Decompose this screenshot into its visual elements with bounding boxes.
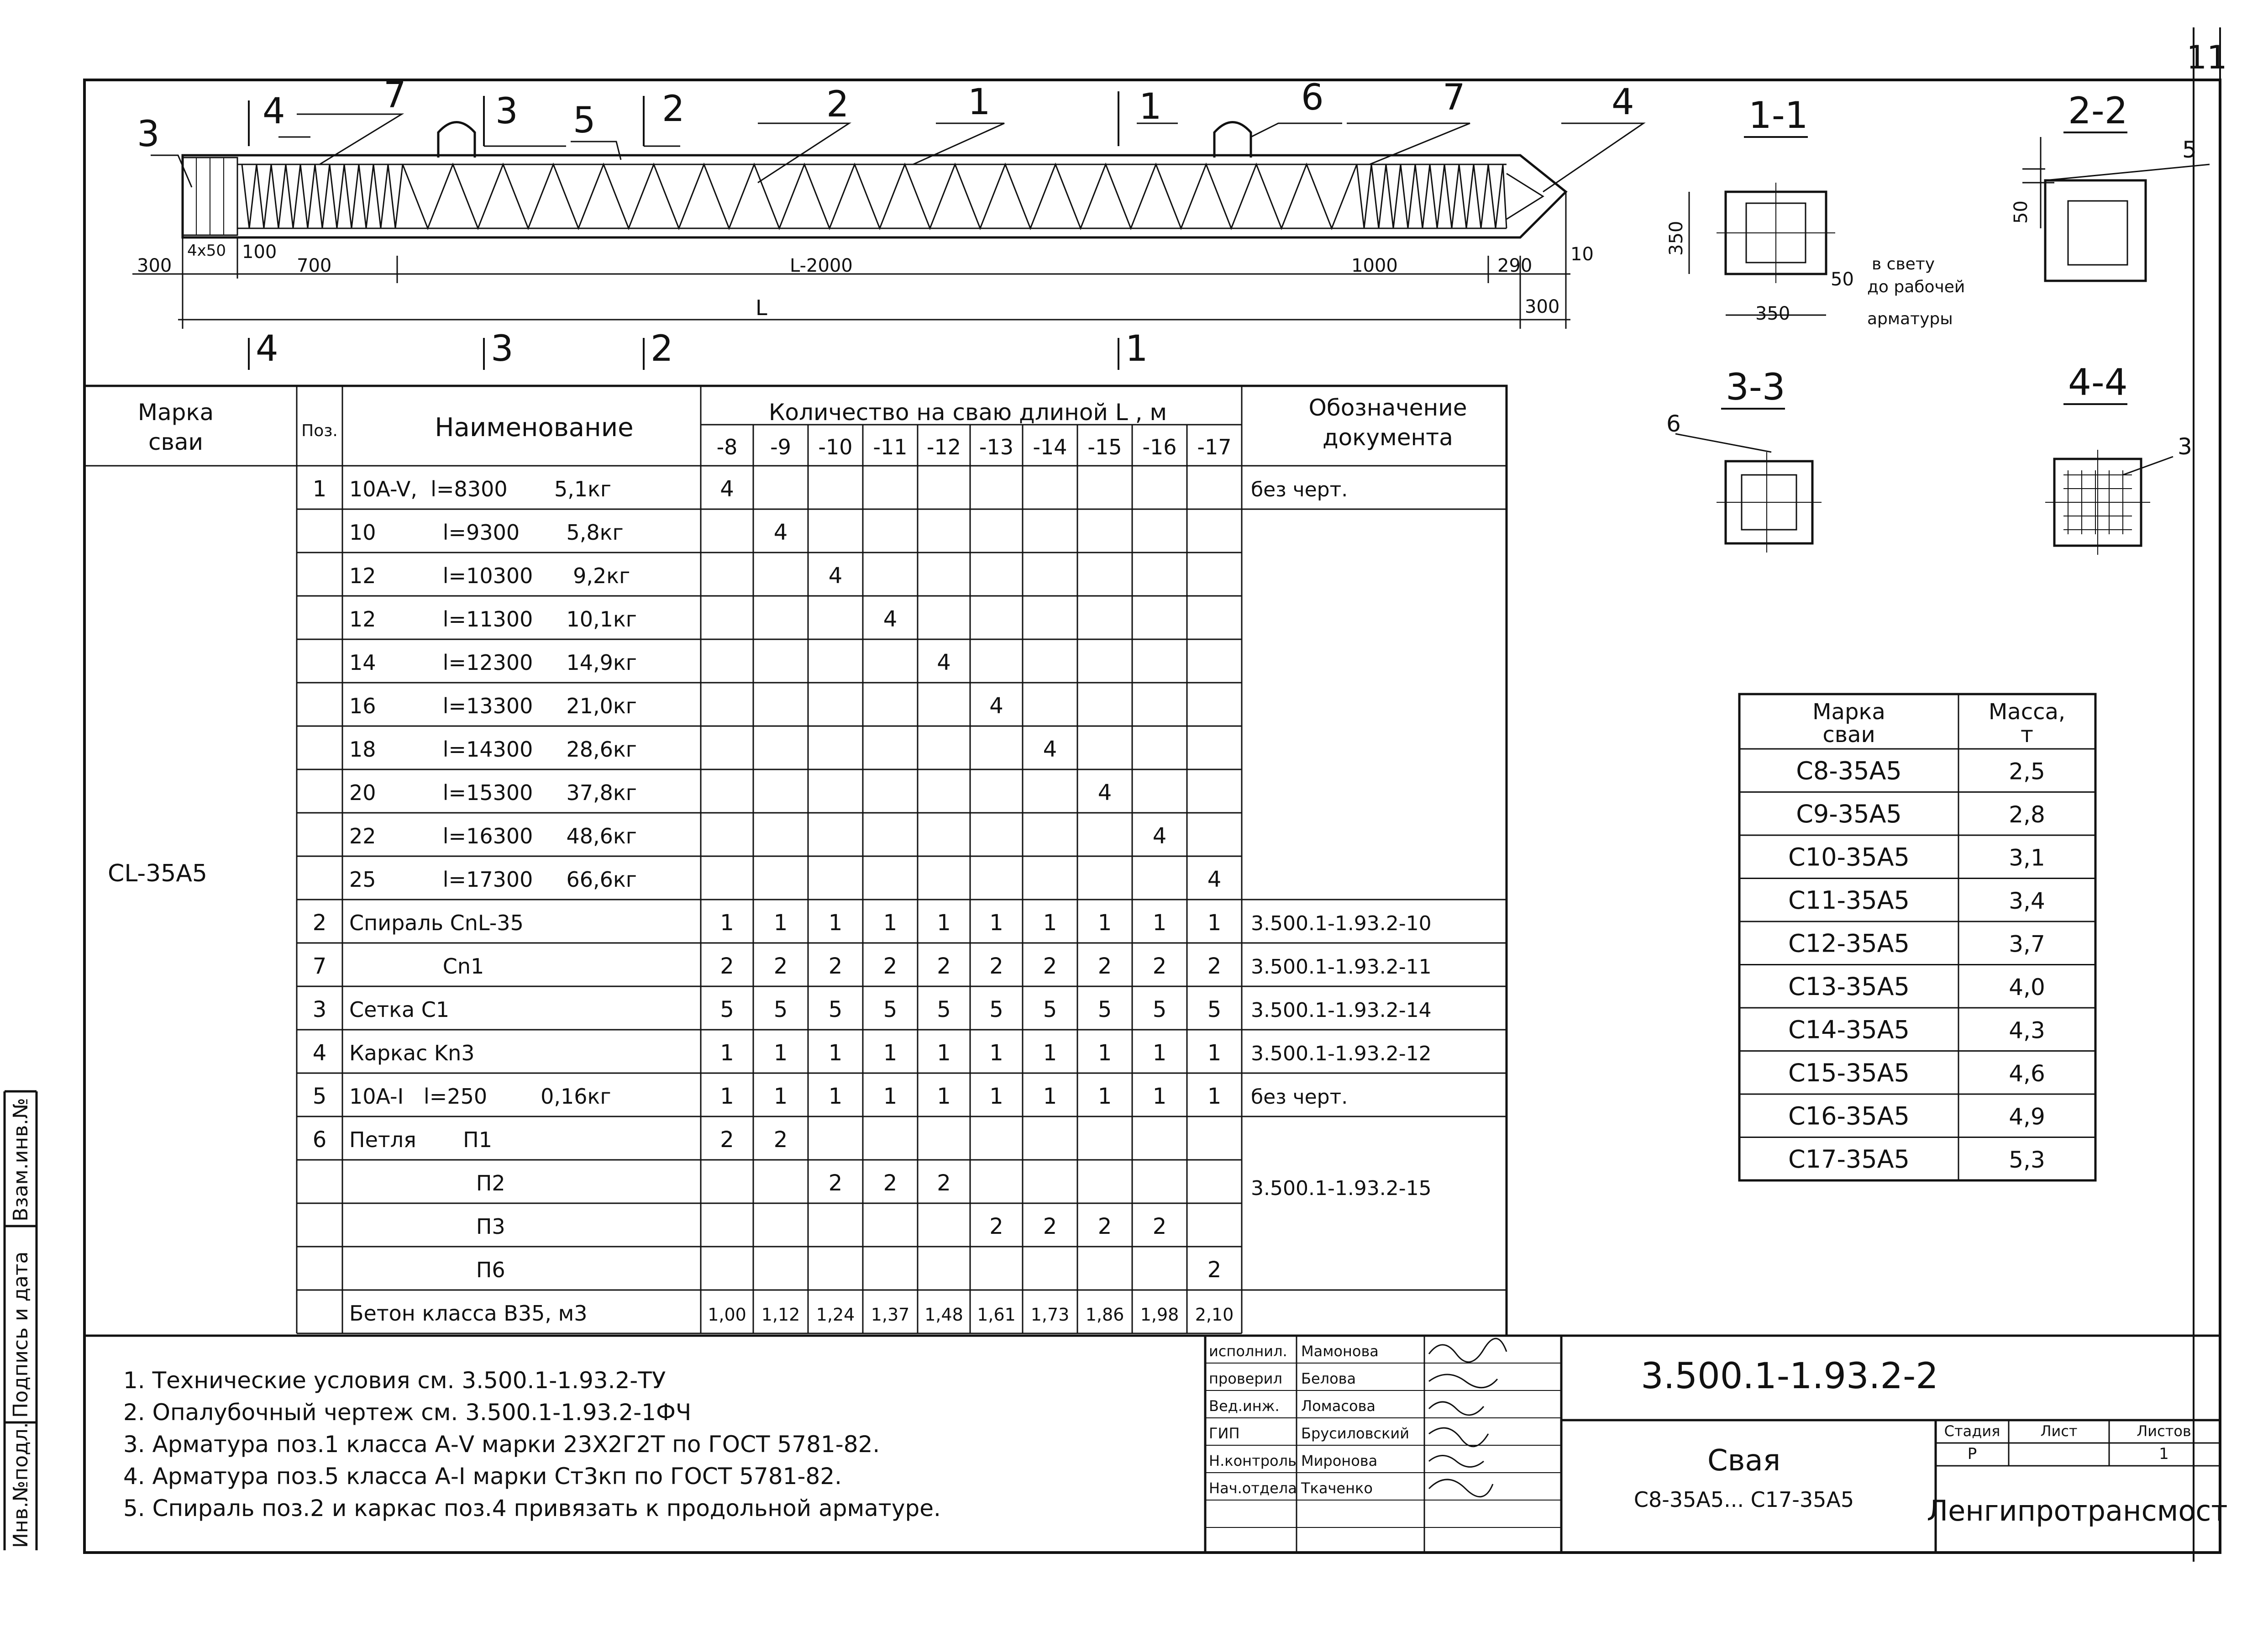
mass-table bbox=[1739, 694, 2095, 1180]
row-qty: 1 bbox=[883, 1040, 898, 1066]
mass-row-mark: C13-35A5 bbox=[1788, 972, 1910, 1001]
note-5: 5. Спираль поз.2 и каркас поз.4 привязать к продольной арматуре. bbox=[123, 1495, 941, 1522]
note-4: 4. Арматура поз.5 класса А-I марки Ст3кп по ГОСТ 5781-82. bbox=[123, 1463, 842, 1490]
row-qty: 1 bbox=[883, 910, 898, 936]
mass-row-mark: C11-35A5 bbox=[1788, 886, 1910, 915]
pos-2: 2 bbox=[826, 84, 849, 125]
row-qty: 1 bbox=[1207, 1040, 1222, 1066]
mass-row-value: 4,9 bbox=[2009, 1103, 2045, 1130]
row-qty: 5 bbox=[773, 997, 788, 1022]
row-qty: 4 bbox=[1207, 867, 1222, 892]
pos-7-left: 7 bbox=[383, 75, 406, 116]
row-qty: 4 bbox=[1097, 780, 1112, 806]
pos-6: 6 bbox=[1301, 77, 1324, 118]
row-doc: 3.500.1-1.93.2-14 bbox=[1251, 999, 1432, 1022]
row-qty: 1 bbox=[1097, 1040, 1112, 1066]
doc-title: Свая bbox=[1707, 1444, 1781, 1478]
row-qty: 2 bbox=[773, 953, 788, 979]
row-qty: 1,86 bbox=[1085, 1305, 1124, 1325]
length-header: -15 bbox=[1087, 435, 1122, 459]
section-2-2-title: 2-2 bbox=[2068, 90, 2128, 132]
row-qty: 1 bbox=[720, 1040, 734, 1066]
row-name: 10A-V, l=8300 5,1кг bbox=[349, 477, 612, 501]
stamp-name: Брусиловский bbox=[1301, 1425, 1409, 1442]
row-doc: без черт. bbox=[1251, 1085, 1348, 1109]
mass-row-mark: C8-35A5 bbox=[1796, 756, 1902, 785]
row-qty: 5 bbox=[989, 997, 1003, 1022]
row-name: П2 bbox=[349, 1171, 505, 1195]
mass-row-value: 3,4 bbox=[2009, 888, 2045, 914]
stamp-name: Мамонова bbox=[1301, 1343, 1379, 1360]
hdr-pos: Поз. bbox=[301, 421, 338, 440]
row-qty: 5 bbox=[883, 997, 898, 1022]
row-qty: 2 bbox=[1207, 1257, 1222, 1283]
row-pos: 1 bbox=[312, 476, 327, 502]
cut-2-top: 2 bbox=[662, 89, 685, 130]
dim-300-left: 300 bbox=[137, 255, 172, 276]
hdr-name: Наименование bbox=[435, 413, 634, 442]
stamp-name: Ткаченко bbox=[1301, 1480, 1373, 1497]
row-qty: 5 bbox=[1207, 997, 1222, 1022]
mass-row-mark: C12-35A5 bbox=[1788, 929, 1910, 958]
mass-row-mark: C14-35A5 bbox=[1788, 1015, 1910, 1044]
row-qty: 2 bbox=[883, 953, 898, 979]
cut-1-bottom: 1 bbox=[1125, 328, 1148, 369]
doc-subtitle: С8-35А5... С17-35А5 bbox=[1633, 1487, 1854, 1512]
notes bbox=[123, 1367, 941, 1522]
row-qty: 1 bbox=[1207, 1084, 1222, 1109]
row-qty: 1 bbox=[1152, 1040, 1167, 1066]
row-name: 12 l=10300 9,2кг bbox=[349, 563, 630, 588]
row-qty: 1 bbox=[1043, 910, 1057, 936]
row-name: Cn1 bbox=[349, 954, 484, 979]
spec-table bbox=[84, 386, 1507, 1336]
row-qty: 2 bbox=[828, 953, 843, 979]
mass-row-mark: C10-35A5 bbox=[1788, 842, 1910, 872]
spiral-pos2 bbox=[242, 164, 1507, 228]
pos-4: 4 bbox=[1612, 82, 1634, 123]
sec11-note-2: до рабочей bbox=[1867, 278, 1965, 296]
row-qty: 1,61 bbox=[977, 1305, 1016, 1325]
sec44-pos: 3 bbox=[2178, 433, 2192, 460]
row-qty: 1 bbox=[828, 1084, 843, 1109]
section-3-3-title: 3-3 bbox=[1726, 366, 1785, 408]
row-qty: 4 bbox=[937, 650, 951, 675]
stamp-role: ГИП bbox=[1209, 1425, 1240, 1442]
mass-row-value: 4,3 bbox=[2009, 1017, 2045, 1044]
lift-loop-left bbox=[438, 122, 475, 158]
note-1: 1. Технические условия см. 3.500.1-1.93.2-ТУ bbox=[123, 1367, 666, 1394]
length-header: -14 bbox=[1033, 435, 1067, 459]
row-qty: 2 bbox=[1207, 953, 1222, 979]
row-name: П6 bbox=[349, 1258, 505, 1282]
row-qty: 2 bbox=[1152, 1214, 1167, 1239]
row-qty: 4 bbox=[828, 563, 843, 589]
section-4-4 bbox=[2045, 361, 2192, 555]
hdr-mark-2: сваи bbox=[148, 429, 204, 455]
stamp-role: проверил bbox=[1209, 1370, 1282, 1387]
row-qty: 1 bbox=[828, 910, 843, 936]
stamp-role: Н.контроль bbox=[1209, 1452, 1297, 1469]
sheets-label: Листов bbox=[2137, 1422, 2191, 1440]
dim-700: 700 bbox=[297, 255, 332, 276]
length-header: -13 bbox=[979, 435, 1014, 459]
mass-row-value: 4,6 bbox=[2009, 1060, 2045, 1087]
hdr-mark-1: Марка bbox=[137, 399, 214, 426]
row-qty: 2 bbox=[1043, 953, 1057, 979]
hdr-doc-2: документа bbox=[1323, 424, 1453, 451]
hdr-qty: Количество на сваю длиной L , м bbox=[768, 399, 1167, 426]
section-1-1 bbox=[1666, 94, 1965, 328]
row-qty: 1 bbox=[720, 910, 734, 936]
section-3-3 bbox=[1666, 366, 1822, 553]
row-doc: 3.500.1-1.93.2-11 bbox=[1251, 955, 1432, 979]
mass-hdr-mark-1: Марка bbox=[1812, 699, 1885, 725]
row-qty: 1 bbox=[720, 1084, 734, 1109]
cut-3-bottom: 3 bbox=[491, 328, 514, 369]
mass-row-value: 4,0 bbox=[2009, 974, 2045, 1000]
row-pos: 4 bbox=[312, 1040, 327, 1066]
row-doc: без черт. bbox=[1251, 478, 1348, 501]
row-qty: 2 bbox=[937, 1170, 951, 1196]
row-name: Сетка С1 bbox=[349, 997, 450, 1022]
row-doc: 3.500.1-1.93.2-15 bbox=[1251, 1177, 1432, 1200]
row-name: 14 l=12300 14,9кг bbox=[349, 650, 637, 675]
dim-100: 100 bbox=[242, 242, 277, 263]
length-header: -17 bbox=[1197, 435, 1232, 459]
row-qty: 4 bbox=[1152, 823, 1167, 849]
row-qty: 1 bbox=[1043, 1040, 1057, 1066]
row-name: 20 l=15300 37,8кг bbox=[349, 780, 637, 805]
row-qty: 1 bbox=[989, 910, 1003, 936]
length-header: -11 bbox=[873, 435, 908, 459]
row-qty: 1 bbox=[937, 1040, 951, 1066]
strip-replace: Взам.инв.№ bbox=[9, 1098, 32, 1222]
row-name: 16 l=13300 21,0кг bbox=[349, 694, 637, 718]
row-qty: 1 bbox=[883, 1084, 898, 1109]
dim-L: L bbox=[756, 295, 767, 320]
row-qty: 1 bbox=[828, 1040, 843, 1066]
mass-row-mark: C9-35A5 bbox=[1796, 800, 1902, 828]
row-doc: 3.500.1-1.93.2-10 bbox=[1251, 912, 1432, 935]
row-qty: 1 bbox=[773, 910, 788, 936]
row-pos: 5 bbox=[312, 1084, 327, 1109]
row-name: 10A-I l=250 0,16кг bbox=[349, 1084, 611, 1109]
row-qty: 2 bbox=[989, 1214, 1003, 1239]
row-name: Спираль CnL-35 bbox=[349, 911, 524, 935]
row-qty: 2 bbox=[937, 953, 951, 979]
dim-10: 10 bbox=[1570, 244, 1594, 265]
mass-row-value: 5,3 bbox=[2009, 1147, 2045, 1173]
pos-5: 5 bbox=[573, 100, 596, 141]
mass-row-mark: C17-35A5 bbox=[1788, 1145, 1910, 1174]
mass-row-value: 3,7 bbox=[2009, 931, 2045, 958]
sec11-dim-c: 50 bbox=[1831, 269, 1854, 290]
row-name: Бетон класса В35, м3 bbox=[349, 1301, 588, 1326]
row-qty: 4 bbox=[773, 520, 788, 545]
row-qty: 1,48 bbox=[924, 1305, 963, 1325]
sec22-dim: 50 bbox=[2011, 200, 2032, 224]
row-qty: 4 bbox=[720, 476, 734, 502]
row-qty: 2 bbox=[720, 953, 734, 979]
row-qty: 2 bbox=[773, 1127, 788, 1153]
cut-4-top: 4 bbox=[262, 91, 285, 132]
row-qty: 2,10 bbox=[1195, 1305, 1234, 1325]
dim-300-right: 300 bbox=[1525, 296, 1560, 317]
row-name: Каркас Kn3 bbox=[349, 1041, 475, 1065]
section-4-4-title: 4-4 bbox=[2068, 361, 2128, 404]
sheet-number: 11 bbox=[2186, 39, 2227, 76]
sec11-dim-w: 350 bbox=[1755, 303, 1790, 324]
row-qty: 5 bbox=[828, 997, 843, 1022]
length-header: -8 bbox=[716, 435, 738, 459]
row-name: 12 l=11300 10,1кг bbox=[349, 607, 637, 632]
row-qty: 1,73 bbox=[1030, 1305, 1070, 1325]
section-1-1-title: 1-1 bbox=[1748, 94, 1808, 137]
mass-row-value: 3,1 bbox=[2009, 844, 2045, 871]
length-header: -12 bbox=[926, 435, 961, 459]
mass-hdr-mass-1: Масса, bbox=[1988, 699, 2066, 725]
row-pos: 2 bbox=[312, 910, 327, 936]
mass-row-value: 2,8 bbox=[2009, 801, 2045, 828]
length-header: -16 bbox=[1142, 435, 1177, 459]
cut-3-top: 3 bbox=[495, 91, 518, 132]
row-name: 25 l=17300 66,6кг bbox=[349, 867, 637, 892]
sheets-value: 1 bbox=[2159, 1445, 2169, 1463]
row-qty: 4 bbox=[989, 693, 1003, 719]
strip-sign: Подпись и дата bbox=[9, 1251, 32, 1418]
row-name: Петля П1 bbox=[349, 1127, 492, 1152]
stamp-name: Ломасова bbox=[1301, 1397, 1376, 1415]
length-header: -9 bbox=[770, 435, 791, 459]
row-name: П3 bbox=[349, 1214, 505, 1239]
cut-2-bottom: 2 bbox=[651, 328, 673, 369]
sheet-label: Лист bbox=[2040, 1422, 2078, 1440]
row-qty: 1,24 bbox=[816, 1305, 855, 1325]
row-qty: 1 bbox=[989, 1040, 1003, 1066]
sec11-note-3: арматуры bbox=[1867, 310, 1953, 328]
row-qty: 1 bbox=[1152, 1084, 1167, 1109]
row-pos: 7 bbox=[312, 953, 327, 979]
pile-elevation bbox=[132, 75, 1643, 370]
row-name: 10 l=9300 5,8кг bbox=[349, 520, 624, 545]
row-pos: 3 bbox=[312, 997, 327, 1022]
mass-row-value: 2,5 bbox=[2009, 758, 2045, 785]
pile-mark: CL-35A5 bbox=[108, 860, 207, 887]
sec11-note-1: в свету bbox=[1872, 255, 1935, 274]
dim-mid: L-2000 bbox=[790, 255, 853, 276]
cut-1-top: 1 bbox=[1139, 86, 1162, 127]
stamp-name: Миронова bbox=[1301, 1452, 1378, 1469]
mass-row-mark: C16-35A5 bbox=[1788, 1101, 1910, 1131]
dim-4x50: 4x50 bbox=[187, 242, 226, 260]
hdr-doc-1: Обозначение bbox=[1308, 395, 1467, 421]
strip-inv: Инв.№подл. bbox=[9, 1422, 32, 1548]
lift-loop-right bbox=[1214, 122, 1251, 158]
pos-3: 3 bbox=[137, 114, 160, 155]
stamp-role: Нач.отдела bbox=[1209, 1480, 1297, 1497]
row-qty: 4 bbox=[1043, 737, 1057, 762]
sec11-dim-h: 350 bbox=[1666, 221, 1687, 256]
row-qty: 2 bbox=[828, 1170, 843, 1196]
note-2: 2. Опалубочный чертеж см. 3.500.1-1.93.2-1ФЧ bbox=[123, 1399, 692, 1426]
row-qty: 5 bbox=[1097, 997, 1112, 1022]
row-qty: 2 bbox=[989, 953, 1003, 979]
row-qty: 2 bbox=[1097, 1214, 1112, 1239]
row-qty: 2 bbox=[1043, 1214, 1057, 1239]
sec33-pos: 6 bbox=[1666, 411, 1681, 437]
row-qty: 4 bbox=[883, 606, 898, 632]
row-pos: 6 bbox=[312, 1127, 327, 1153]
row-qty: 2 bbox=[1097, 953, 1112, 979]
row-qty: 1,98 bbox=[1140, 1305, 1179, 1325]
mass-hdr-mark-2: сваи bbox=[1822, 722, 1875, 748]
row-qty: 1 bbox=[937, 1084, 951, 1109]
mass-hdr-mass-2: т bbox=[2021, 722, 2033, 748]
row-qty: 1 bbox=[773, 1040, 788, 1066]
dim-290: 290 bbox=[1497, 255, 1533, 276]
row-qty: 1,37 bbox=[871, 1305, 910, 1325]
side-strip bbox=[5, 1091, 37, 1550]
section-2-2 bbox=[2011, 90, 2210, 281]
row-qty: 5 bbox=[937, 997, 951, 1022]
row-qty: 1 bbox=[1043, 1084, 1057, 1109]
doc-code: 3.500.1-1.93.2-2 bbox=[1641, 1356, 1938, 1397]
sec22-pos: 5 bbox=[2182, 137, 2197, 163]
org-name: Ленгипротрансмост bbox=[1927, 1494, 2228, 1527]
row-name: 18 l=14300 28,6кг bbox=[349, 737, 637, 762]
stamp-name: Белова bbox=[1301, 1370, 1356, 1387]
row-qty: 1 bbox=[1097, 1084, 1112, 1109]
row-qty: 2 bbox=[1152, 953, 1167, 979]
stamp-role: Вед.инж. bbox=[1209, 1397, 1280, 1415]
row-qty: 2 bbox=[883, 1170, 898, 1196]
mass-row-mark: C15-35A5 bbox=[1788, 1058, 1910, 1087]
row-doc: 3.500.1-1.93.2-12 bbox=[1251, 1042, 1432, 1065]
row-qty: 1,00 bbox=[708, 1305, 746, 1325]
row-qty: 1 bbox=[937, 910, 951, 936]
cut-4-bottom: 4 bbox=[256, 328, 278, 369]
dim-1000: 1000 bbox=[1351, 255, 1398, 276]
row-qty: 1 bbox=[1207, 910, 1222, 936]
row-qty: 1 bbox=[989, 1084, 1003, 1109]
note-3: 3. Арматура поз.1 класса А-V марки 23Х2Г2Т по ГОСТ 5781-82. bbox=[123, 1431, 880, 1458]
tip-frame bbox=[1507, 174, 1543, 219]
pos-1: 1 bbox=[968, 82, 991, 123]
length-header: -10 bbox=[818, 435, 853, 459]
stamp-role: исполнил. bbox=[1209, 1343, 1287, 1360]
stage-label: Стадия bbox=[1944, 1422, 2000, 1440]
row-qty: 1 bbox=[1152, 910, 1167, 936]
row-qty: 1,12 bbox=[761, 1305, 800, 1325]
row-qty: 5 bbox=[1043, 997, 1057, 1022]
row-qty: 1 bbox=[1097, 910, 1112, 936]
row-qty: 5 bbox=[720, 997, 734, 1022]
stage-value: Р bbox=[1967, 1445, 1977, 1463]
row-qty: 2 bbox=[720, 1127, 734, 1153]
row-qty: 5 bbox=[1152, 997, 1167, 1022]
pos-7-right: 7 bbox=[1443, 77, 1465, 118]
row-name: 22 l=16300 48,6кг bbox=[349, 824, 637, 848]
row-qty: 1 bbox=[773, 1084, 788, 1109]
